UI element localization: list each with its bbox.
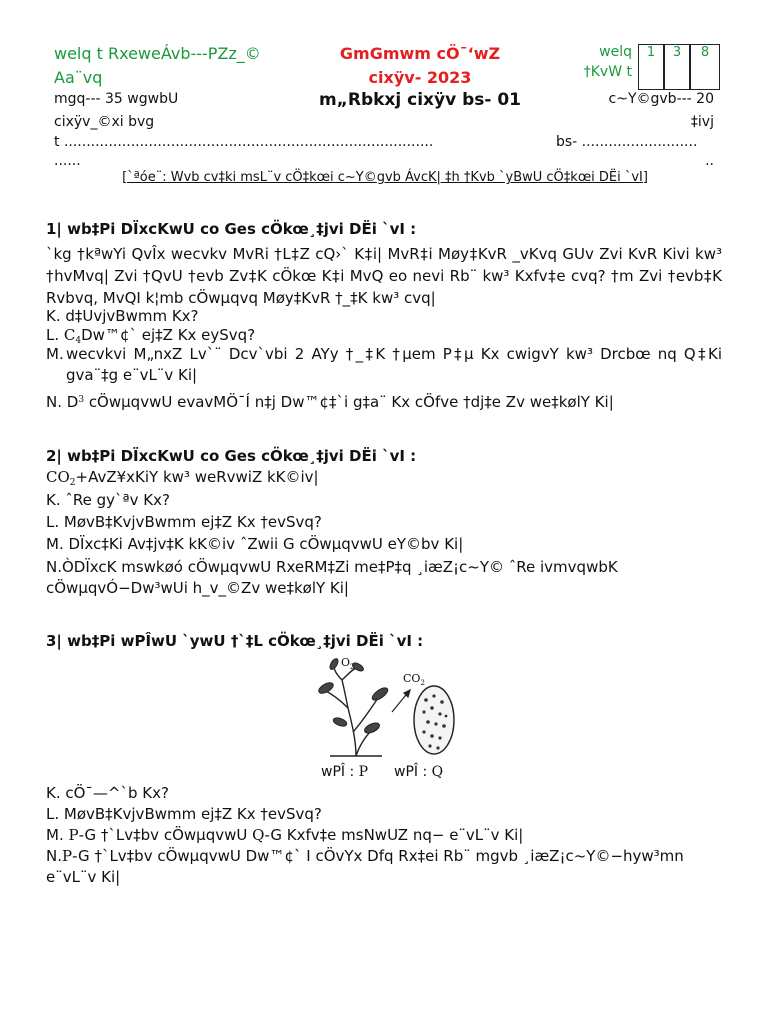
q3-heading: 3| wb‡Pi wPÎwU `ywU †`‡L cÖkœ¸‡jvi DËi `vI : xyxy=(46,632,424,650)
q1-option-b-prefix: L. xyxy=(46,326,64,344)
figure-o2-label xyxy=(341,656,355,671)
exam-time: mgq--- 35 wgwbU xyxy=(54,91,179,107)
q3-option-c-text: -G Kxfv‡e msNwUZ nq− e¨vL¨v Ki| xyxy=(264,826,524,844)
q1-option-c-label: M. xyxy=(46,345,64,363)
q2-stem-chem: CO xyxy=(46,468,70,486)
q1-option-c xyxy=(46,344,722,386)
q3-option-a: K. cÖ¯—^`b Kx? xyxy=(46,784,169,802)
subject-code-label-2: †KvW t xyxy=(583,64,632,80)
q1-option-d-prefix: N. D xyxy=(46,393,79,411)
figure-o2-text: O xyxy=(341,656,351,669)
q1-option-b-sub: 4 xyxy=(75,336,82,346)
q2-option-d-line1: N.ÒDÏxcK mswkøó cÖwµqvwU RxeRM‡Zi me‡P‡q ¸iæZ¡c~Y© ˆRe ivmvqwbK xyxy=(46,558,618,576)
name-dotted-line-cont: ...... xyxy=(54,153,81,169)
figure-caption-p-letter: P xyxy=(358,764,369,780)
subject-code-digit-1: 1 xyxy=(638,44,664,90)
name-dotted-line: t ................................................................................... xyxy=(54,134,434,150)
subject-code-digit-2: 3 xyxy=(664,44,690,90)
subject-code-label-1: welq xyxy=(599,44,632,60)
q3-option-c-p: P xyxy=(68,826,79,844)
q3-option-c xyxy=(46,825,722,846)
figure-caption-q-prefix: wPÎ : xyxy=(394,764,432,780)
q3-option-d-line2: e¨vL¨v Ki| xyxy=(46,868,121,886)
roll-label: ‡ivj xyxy=(690,114,714,130)
q2-stem-sub: 2 xyxy=(69,478,76,488)
exam-year: cixÿv- 2023 xyxy=(368,68,472,87)
q3-option-d-line1 xyxy=(46,846,722,867)
figure-caption-p xyxy=(321,764,368,780)
q2-option-c: M. DÏxc‡Ki Av‡jv‡K kK©iv ˆZwii G cÖwµqvwU eY©bv Ki| xyxy=(46,535,464,553)
q3-option-c-q: Q xyxy=(252,826,265,844)
figure-co2-text: CO xyxy=(403,672,421,685)
leaf-section xyxy=(414,686,454,754)
q1-option-d-text: cÖwµqvwU evavMÖ¯Í n‡j Dw™¢‡`i g‡a¨ Kx cÖfve †dj‡e Zv we‡kølY Ki| xyxy=(84,393,614,411)
roll-dotted-line: bs- .......................... xyxy=(556,134,698,150)
q1-stem: `kg †kªwYi QvÎx wecvkv MvRi †L‡Z cQ›` K‡i| MvR‡i Møy‡KvR _vKvq GUv Zvi KvR Kivi kw³ †hvMvq| Zvi †QvU †evb Zv‡K cÖkœ K‡i MvQ eo nevi Rb¨ kw³ Kxfv‡e cvq? †m Zvi †evb‡K Rvbvq, MvQI k¦mb cÖwµqvq Møy‡KvR †_‡K kw³ cvq| xyxy=(46,245,722,307)
q3-option-c-prefix: M. xyxy=(46,826,69,844)
q2-stem-text: +AvZ¥xKiY kw³ weRvwiZ kK©iv| xyxy=(75,468,319,486)
q3-option-d-p: P xyxy=(62,847,73,865)
q3-option-d-prefix: N. xyxy=(46,847,62,865)
q1-option-d-sup: 3 xyxy=(78,395,85,405)
subject-code-digit-3: 8 xyxy=(690,44,720,90)
q1-option-d xyxy=(46,390,722,413)
full-marks: c~Y©gvb--- 20 xyxy=(608,91,714,107)
co2-arrow xyxy=(392,690,410,712)
photosynthesis-figure xyxy=(300,652,466,760)
q2-option-b: L. MøvB‡KvjvBwmm ej‡Z Kx †evSvq? xyxy=(46,513,322,531)
q2-option-a: K. ˆRe gy`ªv Kx? xyxy=(46,491,170,509)
header-left-line1: welq t RxeweÁvb---PZz_© xyxy=(54,44,261,63)
exam-title: GmGmwm cÖ¯‘wZ xyxy=(339,44,501,63)
roll-dotted-line-cont: .. xyxy=(705,153,714,169)
q2-heading: 2| wb‡Pi DÏxcKwU co Ges cÖkœ¸‡jvi DËi `vI : xyxy=(46,447,417,465)
plant-drawing xyxy=(324,666,382,756)
figure-caption-q xyxy=(394,764,443,780)
q3-option-b: L. MøvB‡KvjvBwmm ej‡Z Kx †evSvq? xyxy=(46,805,322,823)
figure-o2-sub: 2 xyxy=(350,663,355,671)
q1-option-c-text: wecvkvi M„nxZ Lv`¨ Dcv`vbi 2 AYy †_‡K †µem P‡µ Kx cwigvY kw³ Drcbœ nq Q‡Ki gva¨‡g e¨vL¨v Ki| xyxy=(66,345,722,384)
q1-option-b-chem: C xyxy=(63,326,76,344)
q2-option-d-line2: cÖwµqvÓ−Dw³wUi h_v_©Zv we‡kølY Ki| xyxy=(46,579,349,597)
figure-caption-q-letter: Q xyxy=(431,764,444,780)
q1-option-a: K. d‡UvjvBwmm Kx? xyxy=(46,307,199,325)
figure-co2-label xyxy=(403,672,425,687)
test-number: m„Rbkxj cixÿv bs- 01 xyxy=(318,90,522,110)
q1-heading: 1| wb‡Pi DÏxcKwU co Ges cÖkœ¸‡jvi DËi `vI : xyxy=(46,220,417,238)
q3-option-d-text: -G †`Lv‡bv cÖwµqvwU Dw™¢` I cÖvYx Dfq Rx‡ei Rb¨ mgvb ¸iæZ¡c~Y©−hyw³mn xyxy=(72,847,684,865)
examinee-name-label: cixÿv_©xi bvg xyxy=(54,114,155,130)
figure-co2-sub: 2 xyxy=(420,679,425,687)
q1-option-b-text: Dw™¢` ej‡Z Kx eySvq? xyxy=(81,326,256,344)
q3-option-c-mid: -G †`Lv‡bv cÖwµqvwU xyxy=(78,826,253,844)
instruction-note: [`ªóe¨: Wvb cv‡ki msL¨v cÖ‡kœi c~Y©gvb ÁvcK| ‡h †Kvb `yBwU cÖ‡kœi DËi `vI] xyxy=(122,170,648,185)
figure-caption-p-prefix: wPÎ : xyxy=(321,764,359,780)
header-left-line2: Aa¨vq xyxy=(54,68,103,87)
